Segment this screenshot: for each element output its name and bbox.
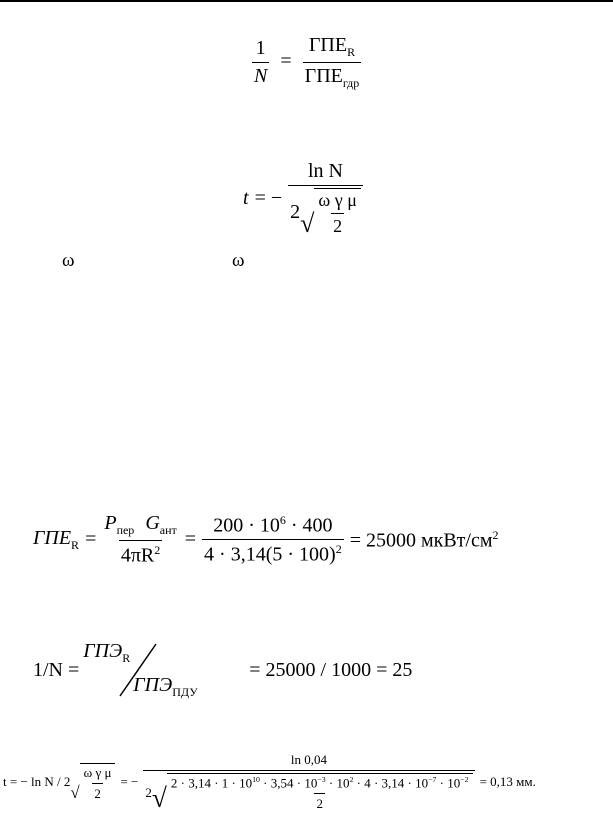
eq5-t5: · 10 bbox=[436, 775, 461, 791]
eq5-big-under bbox=[167, 773, 473, 812]
fraction-gpe bbox=[303, 34, 362, 91]
eq3-frac2 bbox=[202, 513, 344, 567]
fraction-one-over-n bbox=[252, 37, 269, 88]
eq3-frac1 bbox=[102, 512, 178, 568]
eq2-inner-den: 2 bbox=[331, 213, 344, 237]
eq5-sqrt-big bbox=[152, 773, 473, 812]
eq4-den-sub: ПДУ bbox=[172, 685, 198, 699]
sqrt-icon-big: √ bbox=[151, 783, 167, 814]
eq3-frac2-num-sup: 6 bbox=[279, 512, 286, 527]
equation-one-over-n bbox=[33, 640, 412, 700]
eq5-inner-den: 2 bbox=[314, 793, 325, 812]
eq3-frac2-num-tail: · 400 bbox=[285, 514, 333, 537]
omega-symbol-a: ω bbox=[62, 250, 75, 271]
eq3-frac1-den bbox=[119, 540, 162, 568]
eq1-rhs-num-text: ГПЕ bbox=[308, 34, 348, 56]
eq5-equals: = − bbox=[120, 774, 139, 790]
equation-t-result bbox=[3, 752, 536, 812]
eq2-equals: = − bbox=[254, 187, 283, 209]
eq3-lhs-sub: R bbox=[71, 537, 80, 552]
eq3-frac1-den-text: 4πR bbox=[120, 544, 155, 567]
eq3-g: G bbox=[145, 512, 160, 534]
eq2-inner-num: ω γ μ bbox=[318, 190, 357, 210]
eq3-frac2-den bbox=[202, 539, 344, 567]
eq5-big-coef: 2 bbox=[145, 784, 152, 800]
equation-t bbox=[243, 160, 363, 237]
eq2-sqrt bbox=[300, 188, 361, 237]
eq5-t4: · 4 · 3,14 · 10 bbox=[353, 775, 429, 791]
eq5-s4: −7 bbox=[428, 775, 437, 784]
sqrt-icon-small: √ bbox=[70, 782, 80, 802]
equation-gpe-r bbox=[33, 512, 499, 568]
eq3-frac1-den-sup: 2 bbox=[154, 543, 161, 557]
eq3-frac2-den-text: 4 · 3,14(5 · 100) bbox=[204, 543, 336, 566]
eq1-rhs-num bbox=[307, 34, 357, 62]
eq3-result-sup: 2 bbox=[492, 527, 499, 542]
eq5-s1: 10 bbox=[252, 775, 260, 784]
omega-symbol-b: ω bbox=[232, 250, 245, 271]
eq1-lhs-num: 1 bbox=[255, 37, 266, 59]
eq3-frac2-num bbox=[211, 513, 334, 540]
eq5-s3: 2 bbox=[349, 775, 354, 784]
eq2-inner-frac bbox=[316, 190, 358, 237]
eq2-den bbox=[288, 185, 363, 237]
eq5-s5: −2 bbox=[460, 775, 469, 784]
eq3-lhs bbox=[33, 527, 79, 553]
eq1-lhs-den: N bbox=[252, 62, 269, 88]
eq5-s2: −3 bbox=[317, 775, 326, 784]
eq5-small-num: ω γ μ bbox=[83, 764, 112, 780]
eq5-lhs: t = − ln N / 2 bbox=[3, 774, 71, 790]
eq1-rhs-den-text: ГПЕ bbox=[304, 65, 343, 87]
eq2-num: ln N bbox=[307, 160, 343, 182]
eq2-sqrt-under bbox=[314, 188, 360, 237]
eq3-g-sub: ант bbox=[159, 523, 177, 537]
eq4-den-text: ГПЭ bbox=[133, 674, 173, 696]
eq3-result bbox=[350, 528, 499, 553]
eq1-equals: = bbox=[280, 50, 292, 73]
eq5-small-den: 2 bbox=[92, 783, 103, 802]
eq5-inner-frac bbox=[169, 775, 471, 812]
eq3-p: P bbox=[104, 512, 117, 534]
eq4-num-text: ГПЭ bbox=[83, 640, 123, 662]
eq3-equals-1: = bbox=[85, 528, 97, 551]
eq1-rhs-den bbox=[303, 62, 362, 91]
sqrt-icon: √ bbox=[300, 209, 315, 238]
eq4-num-sub: R bbox=[122, 651, 131, 665]
eq5-inner-num bbox=[169, 775, 471, 793]
eq5-t2: · 3,54 · 10 bbox=[259, 775, 318, 791]
eq2-fraction bbox=[288, 160, 363, 237]
eq3-frac1-num bbox=[102, 512, 178, 540]
eq5-t1: 2 · 3,14 · 1 · 10 bbox=[170, 775, 253, 791]
eq2-den-coef: 2 bbox=[290, 201, 301, 223]
eq5-small-frac bbox=[82, 765, 114, 802]
eq3-lhs-text: ГПЕ bbox=[33, 526, 72, 549]
eq4-rhs: = 25000 / 1000 = 25 bbox=[249, 658, 413, 681]
eq5-big-num: ln 0,04 bbox=[290, 752, 328, 767]
equation-ratio bbox=[252, 34, 361, 91]
eq3-result-text: = 25000 мкВт/см bbox=[349, 529, 493, 552]
eq2-t: t bbox=[243, 187, 249, 209]
eq5-sqrt-small bbox=[70, 763, 115, 802]
eq5-big-frac bbox=[143, 752, 474, 812]
eq5-big-den bbox=[143, 770, 474, 812]
eq3-equals-2: = bbox=[184, 528, 197, 551]
eq1-rhs-num-sub: R bbox=[347, 45, 356, 59]
eq5-small-under bbox=[80, 763, 116, 802]
eq4-lhs: 1/N = bbox=[33, 658, 80, 681]
eq3-p-sub: пер bbox=[116, 523, 135, 537]
eq4-den bbox=[133, 674, 197, 700]
eq1-rhs-den-sub: гдр bbox=[342, 76, 360, 90]
eq3-frac2-den-sup: 2 bbox=[335, 542, 342, 557]
eq5-result: = 0,13 мм. bbox=[479, 774, 536, 790]
top-rule bbox=[0, 0, 613, 2]
eq5-t3: · 10 bbox=[325, 775, 350, 791]
eq4-slash-fraction bbox=[83, 640, 243, 700]
eq3-frac2-num-text: 200 · 10 bbox=[213, 514, 280, 537]
